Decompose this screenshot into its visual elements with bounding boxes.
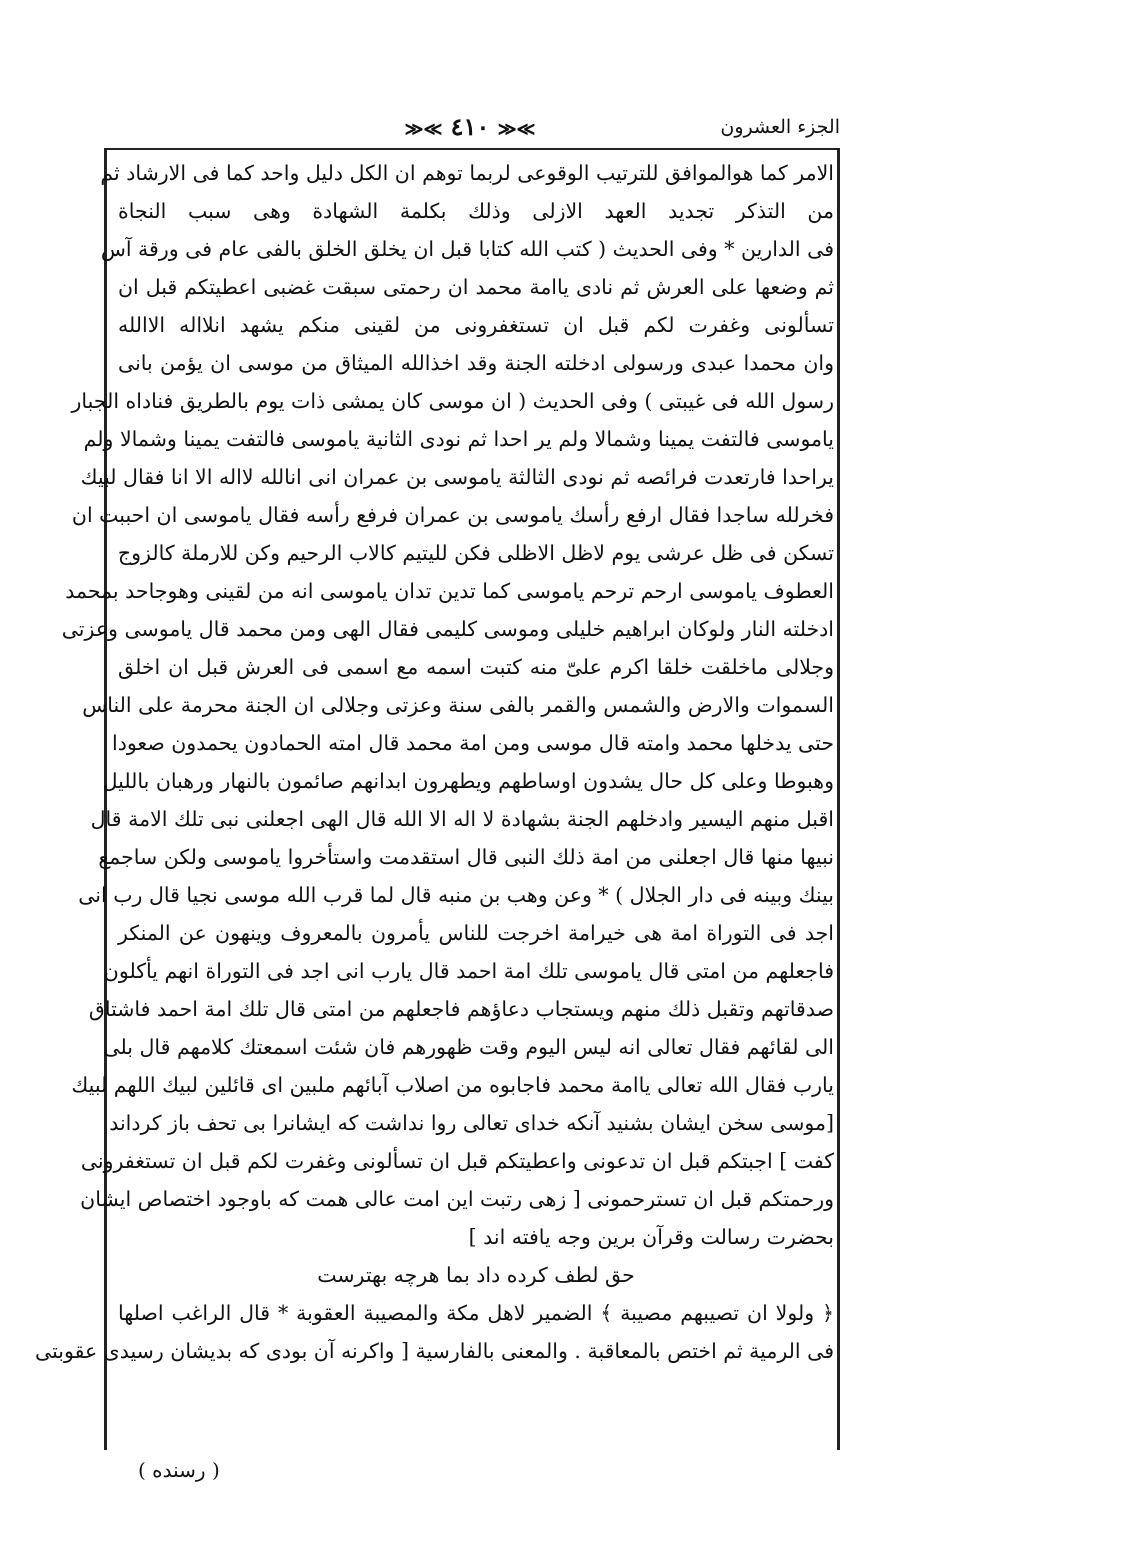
footer-catchword: ( رسنده ) [138,1458,220,1482]
text-line: بحضرت رسالت وقرآن برين وجه يافته اند ] [468,1225,834,1249]
text-line: الامر كما هوالموافق للترتيب الوقوعى لربما توهم ان الكل دليل واحد كما فى الارشاد ثم [100,161,834,185]
text-line: حتى يدخلها محمد وامته قال موسى ومن امة محمد قال امته الحمادون يحمدون صعودا [112,731,834,755]
text-line: بينك وبينه فى دار الجلال ) * وعن وهب بن منبه قال لما قرب الله موسى نجيا قال رب انى [78,883,834,907]
text-line: اجد فى التوراة امة هى خيرامة اخرجت للناس يأمرون بالمعروف وينهون عن المنكر [118,921,834,945]
text-line: رسول الله فى غيبتى ) وفى الحديث ( ان موسى كان يمشى ذات يوم بالطريق فناداه الجبار [71,389,834,413]
text-line: وجلالى ماخلقت خلقا اكرم علىّ منه كتبت اسمه مع اسمى فى العرش قبل ان اخلق [118,655,834,679]
text-line: العطوف ياموسى ارحم ترحم ياموسى كما تدين تدان ياموسى انه من لقينى وهوجاحد بمحمد [65,579,834,603]
text-line: صدقاتهم وتقبل ذلك منهم ويستجاب دعاؤهم فاجعلهم من امتى قال تلك امة احمد فاشتاق [88,997,834,1021]
text-line: وهبوطا وعلى كل حال يشدون اوساطهم ويطهرون ابدانهم صائمون بالنهار ورهبان بالليل [102,769,834,793]
text-line: الى لقائهم فقال تعالى انه ليس اليوم وقت ظهورهم فان شئت اسمعتك كلامهم قال بلى [103,1035,834,1059]
text-line: يراحدا فارتعدت فرائصه ثم نودى الثالثة ياموسى بن عمران انى انالله لااله الا انا فقال لبيك [80,465,834,489]
text-line: نبيها منها قال اجعلنى من امة ذلك النبى قال استقدمت واستأخروا ياموسى ولكن ساجمع [98,845,834,869]
part-label: الجزء العشرون [720,116,840,138]
text-line: فخرلله ساجدا فقال ارفع رأسك ياموسى بن عمران فرفع رأسه فقال ياموسى ان احببت ان [71,503,834,527]
ornament-right: ≫≪ [497,119,536,140]
page-number-group [405,112,536,141]
text-line: تسألونى وغفرت لكم قبل ان تستغفرونى من لقينى منكم يشهد انلااله الاالله [118,313,834,337]
verse-line: حق لطف كرده داد بما هرچه بهترست [317,1263,635,1287]
text-line: فى الرمية ثم اختص بالمعاقبة . والمعنى بالفارسية [ واكرنه آن بودى كه بديشان رسيدى عقوبتى [35,1339,834,1363]
text-line: اقبل منهم اليسير وادخلهم الجنة بشهادة لا اله الا الله قال الهى اجعلنى نبى تلك الامة قال [90,807,834,831]
body-text [35,154,834,1370]
text-line: تسكن فى ظل عرشى يوم لاظل الاظلى فكن لليتيم كالاب الرحيم وكن للارملة كالزوج [117,541,834,565]
text-line: كفت ] اجبتكم قبل ان تدعونى واعطيتكم قبل ان تسألونى وغفرت لكم قبل ان تستغفرونى [80,1149,834,1173]
text-line: من التذكر تجديد العهد الازلى وذلك بكلمة الشهادة وهى سبب النجاة [118,199,834,223]
page-header [100,112,840,148]
text-line: ثم وضعها على العرش ثم نادى ياامة محمد ان رحمتى سبقت غضبى اعطيتكم قبل ان [118,275,834,299]
ornament-left: ≫≪ [404,119,443,140]
text-line: فى الدارين * وفى الحديث ( كتب الله كتابا قبل ان يخلق الخلق بالفى عام فى ورقة آس [100,237,834,261]
text-line: ورحمتكم قبل ان تسترحمونى [ زهى رتبت اين امت عالى همت كه باوجود اختصاص ايشان [80,1187,834,1211]
text-line: [موسى سخن ايشان بشنيد آنكه خداى تعالى روا نداشت كه ايشانرا بى تحف باز كرداند [109,1111,834,1135]
text-line: فاجعلهم من امتى قال ياموسى تلك امة احمد قال يارب انى اجد فى التوراة انهم يأكلون [103,959,834,983]
text-line: يارب فقال الله تعالى ياامة محمد فاجابوه من اصلاب آبائهم ملبين اى قائلين لبيك اللهم لبيك [71,1073,834,1097]
text-line: ﴿ ولولا ان تصيبهم مصيبة ﴾ الضمير لاهل مكة والمصيبة العقوبة * قال الراغب اصلها [118,1301,834,1325]
text-line: وان محمدا عبدى ورسولى ادخلته الجنة وقد اخذالله الميثاق من موسى ان يؤمن بانى [118,351,834,375]
text-line: السموات والارض والشمس والقمر بالفى سنة وعزتى وجلالى ان الجنة محرمة على الناس [82,693,834,717]
text-line: ادخلته النار ولوكان ابراهيم خليلى وموسى كليمى فقال الهى ومن محمد قال ياموسى وعزتى [61,617,834,641]
text-line: ياموسى فالتفت يمينا وشمالا ولم ير احدا ثم نودى الثانية ياموسى فالتفت يمينا وشمالا ولم [83,427,834,451]
page-number: ٤١٠ [450,112,490,141]
